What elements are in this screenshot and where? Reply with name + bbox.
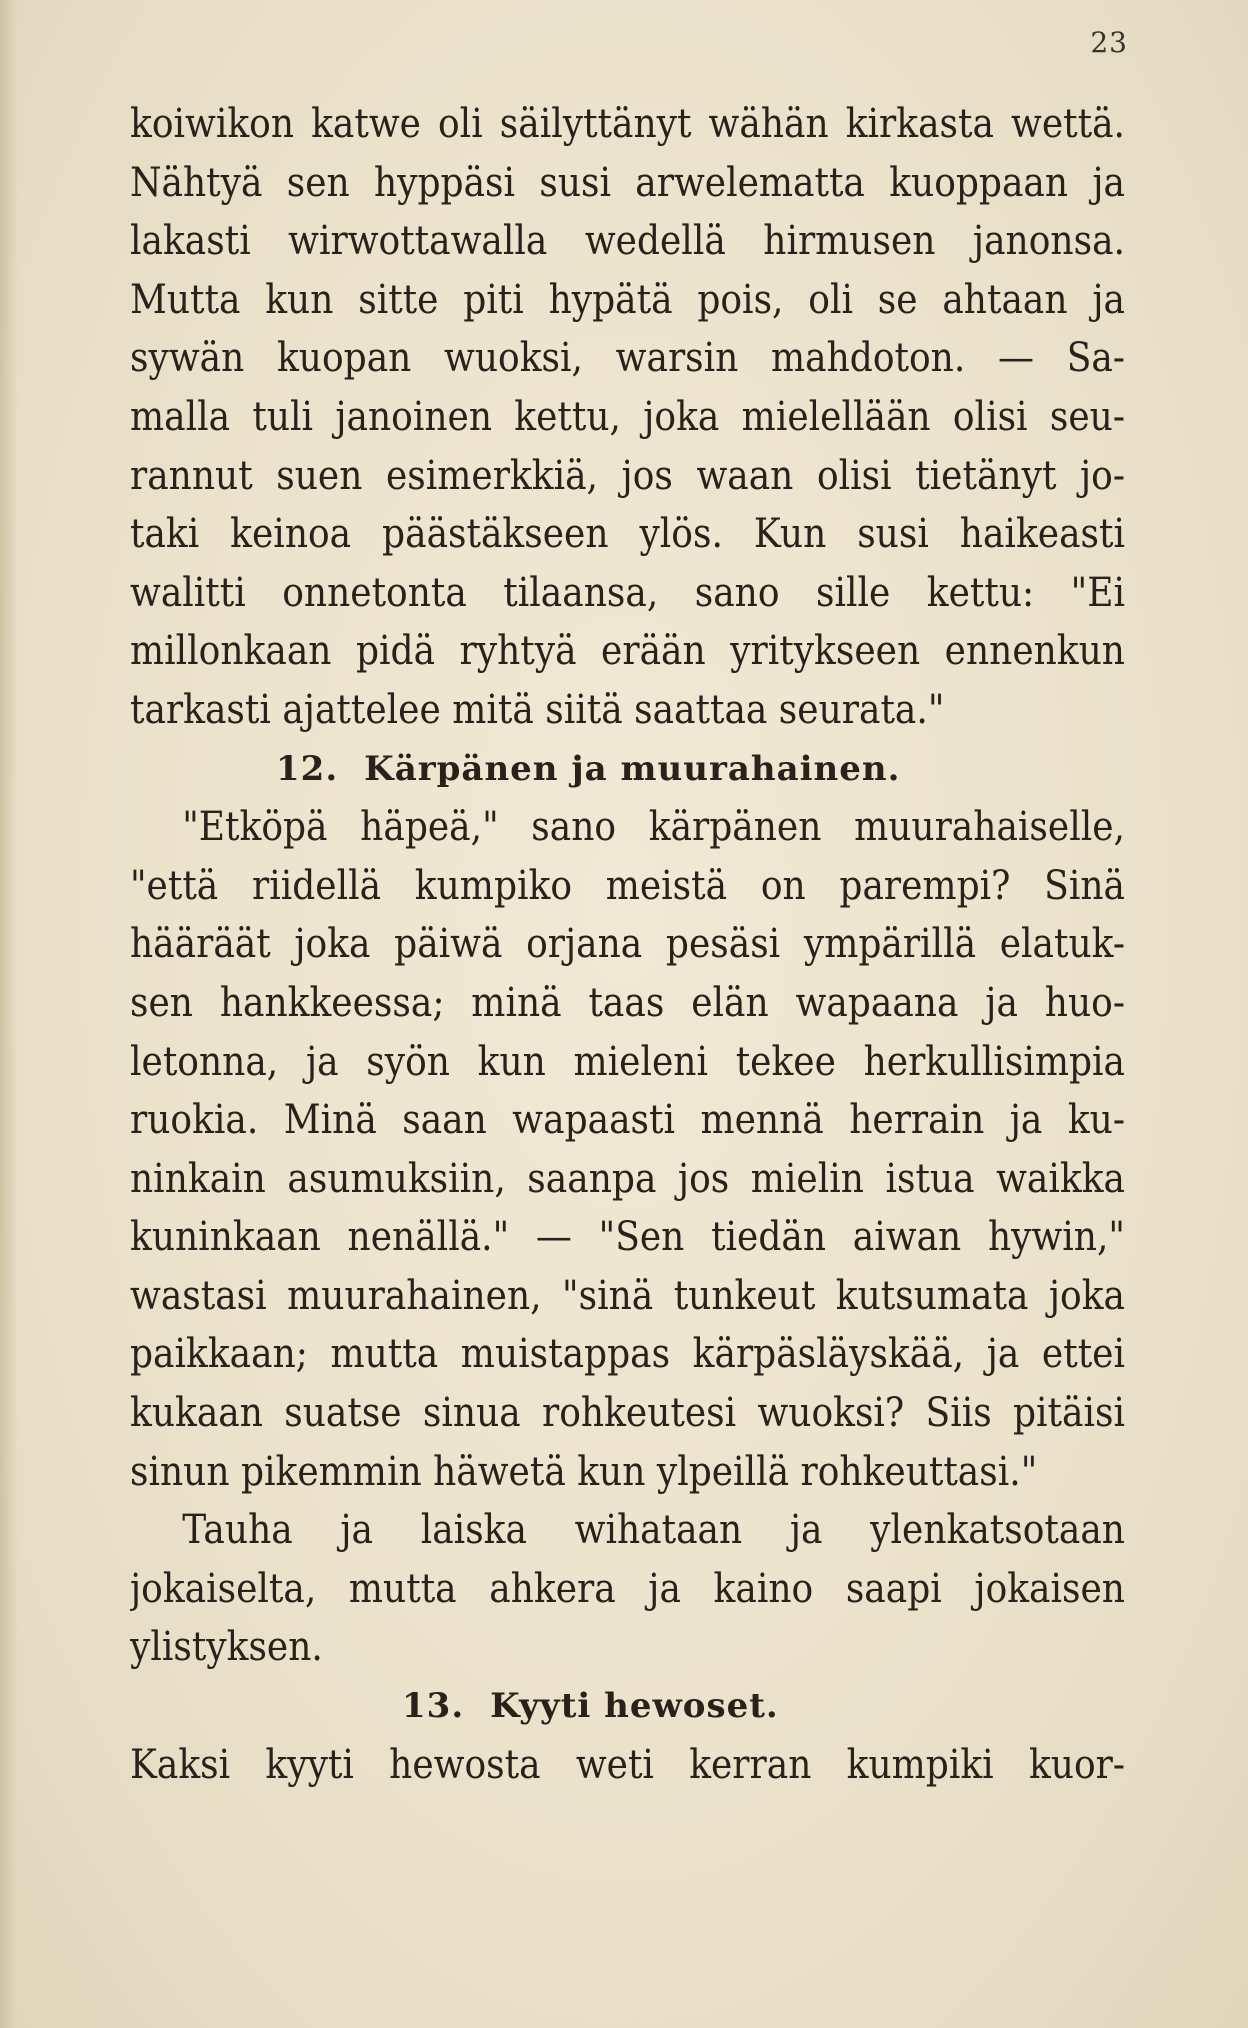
text-line: sywän kuopan wuoksi, warsin mahdoton. — Sa- bbox=[130, 335, 1125, 382]
page-number: 23 bbox=[1090, 26, 1128, 59]
text-block bbox=[130, 95, 1126, 1794]
text-line: walitti onnetonta tilaansa, sano sille kettu: "Ei bbox=[130, 569, 1125, 616]
text-line: paikkaan; mutta muistappas kärpäsläyskää, ja ettei bbox=[130, 1331, 1125, 1378]
section-number: 13. bbox=[402, 1686, 465, 1727]
text-line: letonna, ja syön kun mieleni tekee herkullisimpia bbox=[130, 1038, 1125, 1085]
paragraph-horses bbox=[130, 1736, 1126, 1795]
text-line: wastasi muurahainen, "sinä tunkeut kutsumata joka bbox=[130, 1272, 1125, 1319]
text-line: Mutta kun sitte piti hypätä pois, oli se ahtaan ja bbox=[130, 276, 1125, 323]
section-heading-12 bbox=[130, 740, 1126, 799]
text-line: taki keinoa päästäkseen ylös. Kun susi haikeasti bbox=[130, 511, 1125, 558]
text-line: Kaksi kyyti hewosta weti kerran kumpiki kuor- bbox=[130, 1741, 1125, 1788]
paragraph-moral bbox=[130, 1501, 1126, 1677]
section-title: Kyyti hewoset. bbox=[490, 1686, 779, 1727]
text-line: sen hankkeessa; minä taas elän wapaana ja huo- bbox=[130, 979, 1125, 1026]
text-line: tarkasti ajattelee mitä siitä saattaa seurata." bbox=[130, 686, 945, 733]
text-line: jokaiselta, mutta ahkera ja kaino saapi jokaisen bbox=[130, 1565, 1125, 1612]
text-line: ruokia. Minä saan wapaasti mennä herrain ja ku- bbox=[130, 1097, 1125, 1144]
text-line: Tauha ja laiska wihataan ja ylenkatsotaan bbox=[182, 1507, 1125, 1554]
text-line: kuninkaan nenällä." — "Sen tiedän aiwan hywin," bbox=[130, 1214, 1125, 1261]
text-line: "Etköpä häpeä," sano kärpänen muurahaiselle, bbox=[182, 804, 1125, 851]
text-line: millonkaan pidä ryhtyä erään yritykseen ennenkun bbox=[130, 628, 1125, 675]
text-line: kukaan suatse sinua rohkeutesi wuoksi? Siis pitäisi bbox=[130, 1390, 1125, 1437]
text-line: koiwikon katwe oli säilyttänyt wähän kirkasta wettä. bbox=[130, 101, 1125, 147]
text-line: "että riidellä kumpiko meistä on parempi? Sinä bbox=[130, 862, 1125, 909]
paragraph-fly-ant bbox=[130, 798, 1126, 1501]
text-line: rannut suen esimerkkiä, jos waan olisi tietänyt jo- bbox=[130, 452, 1125, 499]
text-line: hääräät joka päiwä orjana pesäsi ympärillä elatuk- bbox=[130, 921, 1125, 968]
text-line: sinun pikemmin häwetä kun ylpeillä rohkeuttasi." bbox=[130, 1448, 1038, 1495]
page-edge-shadow bbox=[0, 0, 18, 2028]
text-line: lakasti wirwottawalla wedellä hirmusen janonsa. bbox=[130, 218, 1125, 265]
text-line: malla tuli janoinen kettu, joka mielellään olisi seu- bbox=[130, 393, 1125, 440]
text-line: Nähtyä sen hyppäsi susi arwelematta kuoppaan ja bbox=[130, 159, 1125, 206]
text-line: ylistyksen. bbox=[130, 1624, 323, 1671]
section-heading-13 bbox=[130, 1677, 1126, 1736]
section-number: 12. bbox=[276, 748, 339, 789]
paragraph-wolf-fox bbox=[130, 95, 1126, 740]
section-title: Kärpänen ja muurahainen. bbox=[364, 748, 901, 789]
text-line: ninkain asumuksiin, saanpa jos mielin istua waikka bbox=[130, 1155, 1125, 1202]
